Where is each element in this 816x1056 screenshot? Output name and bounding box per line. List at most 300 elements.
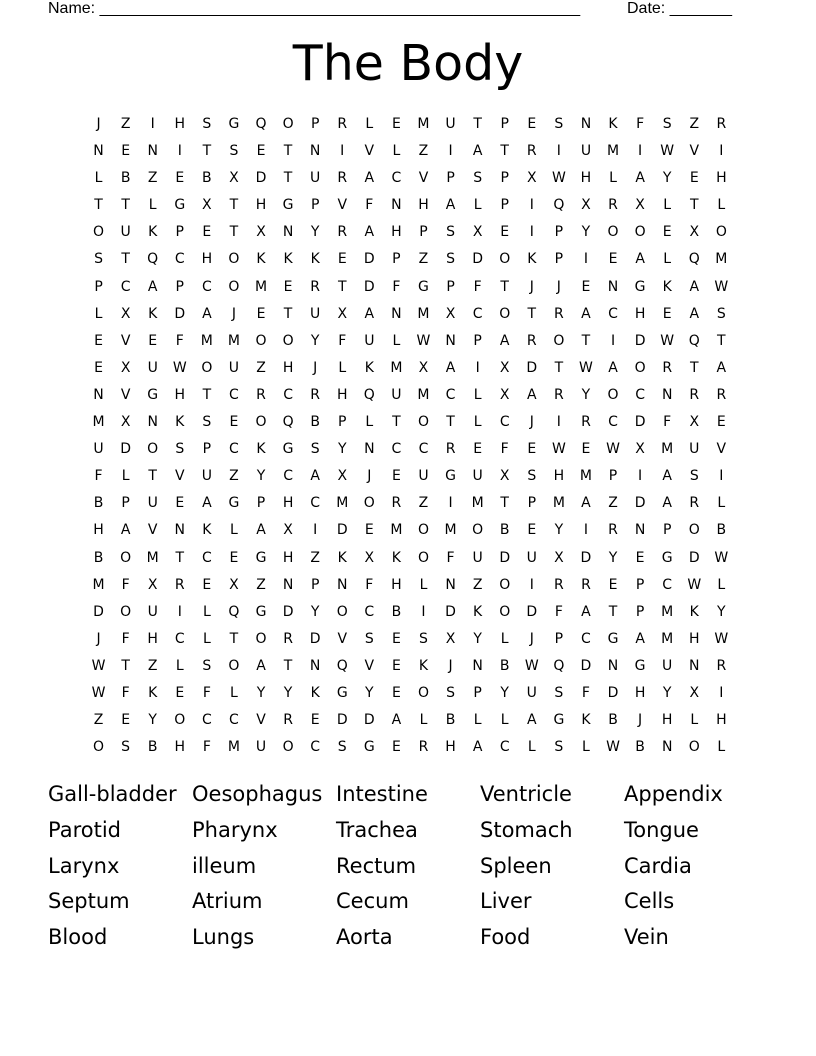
- grid-letter: E: [527, 522, 537, 539]
- grid-letter: O: [228, 657, 240, 674]
- grid-letter: D: [634, 414, 646, 431]
- grid-letter: E: [581, 278, 591, 295]
- grid-letter: L: [392, 332, 401, 349]
- word-item: Cardia: [624, 853, 692, 878]
- grid-letter: L: [175, 657, 184, 674]
- grid-letter: T: [283, 657, 293, 674]
- word-item: Parotid: [48, 817, 122, 842]
- grid-letter: N: [472, 657, 483, 674]
- grid-letter: U: [147, 495, 158, 512]
- grid-letter: E: [175, 684, 185, 701]
- grid-letter: P: [500, 170, 509, 187]
- grid-row: [85, 517, 735, 544]
- grid-letter: E: [473, 441, 483, 458]
- grid-letter: P: [473, 684, 482, 701]
- grid-letter: A: [472, 739, 483, 756]
- grid-letter: B: [147, 739, 158, 756]
- grid-letter: A: [391, 712, 402, 729]
- grid-letter: V: [364, 143, 375, 160]
- grid-letter: J: [313, 359, 318, 376]
- grid-letter: N: [309, 657, 321, 674]
- grid-letter: O: [282, 116, 294, 132]
- grid-letter: Y: [310, 332, 320, 349]
- grid-letter: I: [719, 468, 724, 485]
- grid-letter: R: [310, 278, 321, 295]
- grid-letter: K: [364, 359, 374, 376]
- word-bank: [48, 777, 768, 956]
- grid-letter: O: [715, 224, 727, 241]
- grid-letter: P: [500, 197, 509, 214]
- grid-letter: P: [256, 495, 266, 512]
- grid-letter: D: [634, 495, 646, 512]
- grid-letter: K: [473, 603, 483, 620]
- grid-letter: C: [229, 386, 239, 403]
- grid-letter: G: [228, 116, 240, 132]
- grid-letter: T: [500, 278, 509, 295]
- grid-letter: A: [716, 359, 727, 376]
- grid-letter: H: [391, 224, 402, 241]
- grid-letter: T: [202, 386, 212, 403]
- grid-letter: G: [363, 739, 375, 756]
- grid-letter: E: [391, 684, 401, 701]
- grid-letter: H: [147, 630, 158, 647]
- grid-letter: C: [635, 386, 645, 403]
- grid-letter: Q: [688, 332, 700, 349]
- grid-letter: I: [177, 603, 182, 620]
- grid-letter: C: [364, 603, 375, 620]
- grid-letter: A: [635, 630, 645, 647]
- grid-letter: Y: [608, 549, 618, 566]
- grid-letter: G: [418, 278, 429, 295]
- grid-letter: G: [255, 549, 267, 566]
- grid-letter: N: [282, 576, 294, 593]
- grid-letter: G: [634, 657, 646, 674]
- grid-letter: M: [92, 576, 105, 593]
- grid-letter: T: [527, 305, 537, 322]
- grid-letter: P: [202, 441, 212, 458]
- grid-letter: L: [230, 522, 238, 539]
- grid-letter: E: [337, 251, 347, 268]
- grid-letter: S: [419, 630, 428, 647]
- grid-letter: X: [120, 414, 131, 431]
- grid-letter: X: [689, 684, 700, 701]
- word-item: Lungs: [192, 925, 255, 949]
- grid-letter: T: [283, 170, 293, 187]
- grid-letter: E: [229, 549, 239, 566]
- grid-letter: K: [337, 549, 347, 566]
- grid-letter: G: [282, 441, 294, 458]
- word-item: Appendix: [624, 782, 723, 806]
- grid-letter: R: [337, 116, 348, 132]
- grid-letter: Z: [147, 170, 158, 187]
- grid-letter: S: [527, 468, 537, 485]
- grid-letter: T: [229, 224, 239, 241]
- grid-letter: N: [607, 657, 619, 674]
- grid-letter: L: [338, 359, 347, 376]
- grid-letter: N: [93, 143, 104, 160]
- grid-letter: L: [473, 712, 482, 729]
- grid-letter: M: [471, 495, 484, 512]
- grid-letter: U: [228, 359, 240, 376]
- grid-letter: F: [365, 576, 374, 593]
- grid-letter: J: [638, 712, 643, 729]
- grid-letter: E: [716, 414, 726, 431]
- grid-letter: S: [229, 143, 239, 160]
- grid-letter: E: [121, 712, 131, 729]
- grid-letter: E: [256, 143, 266, 160]
- grid-letter: H: [255, 197, 267, 214]
- grid-letter: O: [336, 603, 348, 620]
- grid-letter: E: [94, 359, 103, 376]
- grid-letter: L: [419, 712, 428, 729]
- grid-letter: Y: [365, 684, 374, 701]
- date-label: Date:: [627, 0, 666, 17]
- word-item: Blood: [48, 925, 108, 949]
- grid-letter: V: [716, 441, 727, 458]
- grid-letter: Z: [310, 549, 320, 566]
- grid-letter: T: [500, 143, 509, 160]
- grid-letter: E: [310, 712, 320, 729]
- grid-letter: R: [256, 386, 266, 403]
- grid-letter: O: [255, 332, 267, 349]
- grid-letter: A: [364, 170, 375, 187]
- grid-letter: J: [556, 278, 561, 295]
- grid-letter: B: [93, 549, 104, 566]
- grid-letter: G: [282, 197, 294, 214]
- grid-letter: L: [473, 414, 482, 431]
- grid-letter: G: [147, 386, 159, 403]
- grid-letter: C: [283, 468, 293, 485]
- grid-letter: O: [282, 332, 294, 349]
- grid-letter: V: [364, 657, 375, 674]
- grid-letter: O: [228, 251, 240, 268]
- grid-letter: R: [554, 305, 564, 322]
- grid-letter: K: [391, 549, 401, 566]
- grid-letter: B: [499, 522, 510, 539]
- grid-letter: X: [364, 549, 375, 566]
- grid-letter: N: [147, 414, 158, 431]
- grid-letter: K: [418, 657, 429, 674]
- grid-letter: X: [554, 549, 564, 566]
- grid-letter: X: [445, 630, 456, 647]
- grid-letter: R: [445, 441, 456, 458]
- grid-letter: U: [93, 441, 104, 458]
- grid-letter: V: [689, 143, 700, 160]
- word-item: Vein: [624, 925, 669, 949]
- grid-letter: V: [147, 522, 158, 539]
- grid-letter: E: [391, 468, 401, 485]
- grid-letter: Y: [662, 684, 672, 701]
- grid-letter: A: [445, 197, 456, 214]
- grid-letter: I: [177, 143, 182, 160]
- grid-letter: D: [336, 712, 348, 729]
- grid-letter: O: [93, 224, 105, 241]
- grid-letter: C: [201, 278, 212, 295]
- grid-letter: Y: [473, 630, 482, 647]
- grid-letter: D: [499, 549, 511, 566]
- grid-letter: T: [121, 657, 130, 674]
- grid-letter: M: [417, 305, 430, 322]
- grid-letter: C: [229, 712, 239, 729]
- grid-letter: D: [120, 441, 131, 458]
- grid-letter: H: [282, 359, 294, 376]
- grid-letter: V: [256, 712, 266, 729]
- grid-letter: H: [174, 739, 186, 756]
- date-field[interactable]: [627, 0, 732, 18]
- grid-letter: P: [94, 278, 103, 295]
- grid-letter: C: [418, 441, 429, 458]
- grid-letter: T: [392, 414, 401, 431]
- date-line[interactable]: _______: [669, 0, 732, 17]
- grid-letter: Z: [472, 576, 483, 593]
- grid-letter: E: [581, 441, 591, 458]
- grid-letter: A: [608, 359, 618, 376]
- grid-letter: X: [229, 576, 239, 593]
- grid-letter: U: [472, 549, 483, 566]
- grid-letter: D: [688, 549, 700, 566]
- grid-letter: U: [255, 739, 267, 756]
- grid-row: [85, 165, 735, 192]
- grid-letter: L: [500, 712, 509, 729]
- grid-letter: M: [661, 603, 674, 620]
- grid-letter: I: [719, 143, 724, 160]
- grid-letter: F: [581, 684, 590, 701]
- grid-letter: Y: [256, 468, 266, 485]
- name-line[interactable]: ______________________________________________________: [99, 0, 581, 17]
- grid-letter: K: [581, 712, 591, 729]
- grid-letter: C: [201, 549, 212, 566]
- grid-letter: T: [689, 359, 699, 376]
- grid-letter: D: [174, 305, 186, 322]
- grid-letter: A: [202, 495, 212, 512]
- grid-letter: E: [689, 170, 699, 187]
- grid-letter: Y: [500, 684, 509, 701]
- grid-row: [85, 680, 735, 707]
- grid-letter: L: [527, 739, 536, 756]
- grid-letter: I: [556, 143, 561, 160]
- grid-letter: O: [607, 386, 619, 403]
- grid-letter: O: [472, 522, 484, 539]
- grid-letter: M: [390, 522, 403, 539]
- grid-letter: L: [148, 197, 157, 214]
- grid-row: [85, 328, 735, 355]
- grid-letter: K: [256, 251, 266, 268]
- grid-letter: A: [581, 305, 591, 322]
- grid-letter: E: [391, 630, 401, 647]
- grid-letter: P: [473, 332, 482, 349]
- grid-letter: X: [689, 414, 700, 431]
- grid-letter: I: [475, 359, 480, 376]
- grid-letter: O: [417, 549, 429, 566]
- grid-letter: G: [336, 684, 348, 701]
- grid-letter: A: [256, 657, 266, 674]
- word-item: Larynx: [48, 853, 120, 878]
- grid-letter: O: [417, 522, 429, 539]
- grid-letter: S: [175, 441, 185, 458]
- grid-letter: R: [337, 170, 348, 187]
- grid-letter: Z: [229, 468, 239, 485]
- grid-letter: A: [364, 224, 375, 241]
- grid-letter: C: [229, 441, 239, 458]
- grid-letter: C: [608, 305, 618, 322]
- grid-letter: L: [473, 386, 482, 403]
- grid-letter: X: [147, 576, 158, 593]
- grid-row: [85, 599, 735, 626]
- grid-letter: L: [582, 739, 590, 756]
- grid-letter: R: [526, 143, 537, 160]
- grid-letter: E: [121, 143, 131, 160]
- grid-letter: I: [421, 603, 426, 620]
- grid-letter: A: [662, 468, 672, 485]
- grid-letter: S: [310, 441, 320, 458]
- grid-letter: T: [608, 603, 618, 620]
- grid-letter: T: [689, 197, 699, 214]
- grid-letter: I: [529, 576, 534, 593]
- grid-letter: G: [255, 603, 267, 620]
- grid-letter: O: [499, 305, 511, 322]
- word-item: Oesophagus: [192, 782, 323, 806]
- grid-letter: E: [391, 657, 401, 674]
- grid-letter: P: [635, 603, 645, 620]
- grid-letter: H: [688, 630, 700, 647]
- grid-row: [85, 138, 735, 165]
- grid-letter: Y: [717, 603, 726, 620]
- grid-letter: A: [689, 305, 700, 322]
- word-item: Aorta: [336, 925, 393, 949]
- grid-letter: E: [391, 116, 401, 132]
- grid-letter: X: [256, 224, 266, 241]
- grid-letter: H: [391, 576, 402, 593]
- grid-letter: T: [473, 116, 482, 132]
- grid-letter: J: [96, 630, 101, 647]
- grid-letter: C: [608, 414, 618, 431]
- grid-letter: U: [364, 332, 375, 349]
- grid-letter: O: [228, 278, 240, 295]
- grid-letter: O: [688, 739, 700, 756]
- grid-letter: F: [202, 684, 211, 701]
- grid-letter: O: [120, 603, 132, 620]
- grid-letter: L: [365, 414, 374, 431]
- grid-letter: O: [417, 684, 429, 701]
- grid-letter: U: [445, 116, 456, 132]
- letter-grid: [85, 111, 735, 761]
- grid-letter: D: [363, 278, 375, 295]
- grid-letter: O: [607, 224, 619, 241]
- grid-letter: H: [716, 712, 727, 729]
- grid-letter: Q: [553, 657, 565, 674]
- grid-letter: D: [309, 630, 321, 647]
- grid-letter: P: [554, 630, 564, 647]
- grid-letter: X: [499, 468, 510, 485]
- grid-letter: X: [499, 386, 510, 403]
- grid-row: [85, 409, 735, 436]
- grid-row: [85, 707, 735, 734]
- word-item: illeum: [192, 853, 257, 878]
- grid-letter: R: [554, 576, 564, 593]
- grid-letter: L: [202, 603, 211, 620]
- word-item: Pharynx: [192, 817, 278, 842]
- grid-letter: S: [94, 251, 103, 268]
- grid-letter: E: [175, 170, 185, 187]
- grid-letter: W: [660, 332, 675, 349]
- grid-letter: V: [337, 630, 348, 647]
- word-item: Cells: [624, 889, 675, 914]
- grid-letter: C: [120, 278, 131, 295]
- grid-letter: T: [94, 197, 103, 214]
- grid-letter: C: [201, 712, 212, 729]
- grid-letter: E: [662, 305, 672, 322]
- grid-letter: W: [606, 739, 620, 756]
- grid-letter: Q: [147, 251, 159, 268]
- grid-letter: N: [282, 224, 294, 241]
- grid-letter: R: [526, 332, 537, 349]
- grid-letter: O: [499, 576, 511, 593]
- grid-letter: P: [446, 278, 455, 295]
- grid-letter: X: [337, 305, 348, 322]
- grid-letter: Z: [120, 116, 131, 132]
- grid-letter: J: [367, 468, 372, 485]
- grid-letter: R: [716, 657, 727, 674]
- grid-letter: Q: [363, 386, 375, 403]
- grid-row: [85, 463, 735, 490]
- grid-letter: W: [524, 657, 539, 674]
- grid-letter: C: [472, 305, 483, 322]
- grid-letter: C: [310, 495, 321, 512]
- grid-letter: O: [93, 739, 105, 756]
- grid-letter: W: [416, 332, 431, 349]
- grid-letter: U: [201, 468, 212, 485]
- grid-letter: P: [392, 251, 401, 268]
- grid-letter: S: [202, 657, 212, 674]
- grid-letter: V: [337, 197, 348, 214]
- grid-letter: U: [472, 468, 483, 485]
- grid-letter: I: [638, 468, 643, 485]
- grid-row: [85, 572, 735, 599]
- page-title: The Body: [292, 35, 524, 92]
- grid-letter: X: [120, 359, 131, 376]
- grid-letter: A: [635, 251, 645, 268]
- grid-letter: F: [392, 278, 401, 295]
- grid-letter: K: [148, 305, 158, 322]
- grid-letter: N: [337, 576, 348, 593]
- word-item: Tongue: [624, 817, 699, 842]
- grid-letter: L: [609, 170, 617, 187]
- grid-letter: A: [445, 359, 456, 376]
- grid-letter: O: [363, 495, 375, 512]
- grid-letter: D: [580, 657, 592, 674]
- grid-letter: Y: [337, 441, 347, 458]
- grid-letter: K: [662, 278, 672, 295]
- grid-letter: N: [661, 739, 673, 756]
- grid-letter: S: [202, 116, 212, 132]
- grid-letter: Y: [581, 386, 591, 403]
- word-item: Trachea: [336, 817, 418, 842]
- name-field[interactable]: [48, 0, 580, 18]
- grid-letter: O: [282, 739, 294, 756]
- grid-letter: N: [364, 441, 375, 458]
- grid-letter: R: [716, 386, 727, 403]
- grid-letter: P: [635, 576, 645, 593]
- grid-letter: W: [714, 549, 729, 566]
- grid-letter: G: [661, 549, 673, 566]
- grid-letter: R: [418, 739, 429, 756]
- grid-letter: P: [175, 278, 184, 295]
- grid-letter: D: [363, 712, 375, 729]
- grid-letter: S: [446, 684, 455, 701]
- grid-row: [85, 274, 735, 301]
- grid-letter: I: [150, 116, 155, 132]
- grid-letter: K: [283, 251, 293, 268]
